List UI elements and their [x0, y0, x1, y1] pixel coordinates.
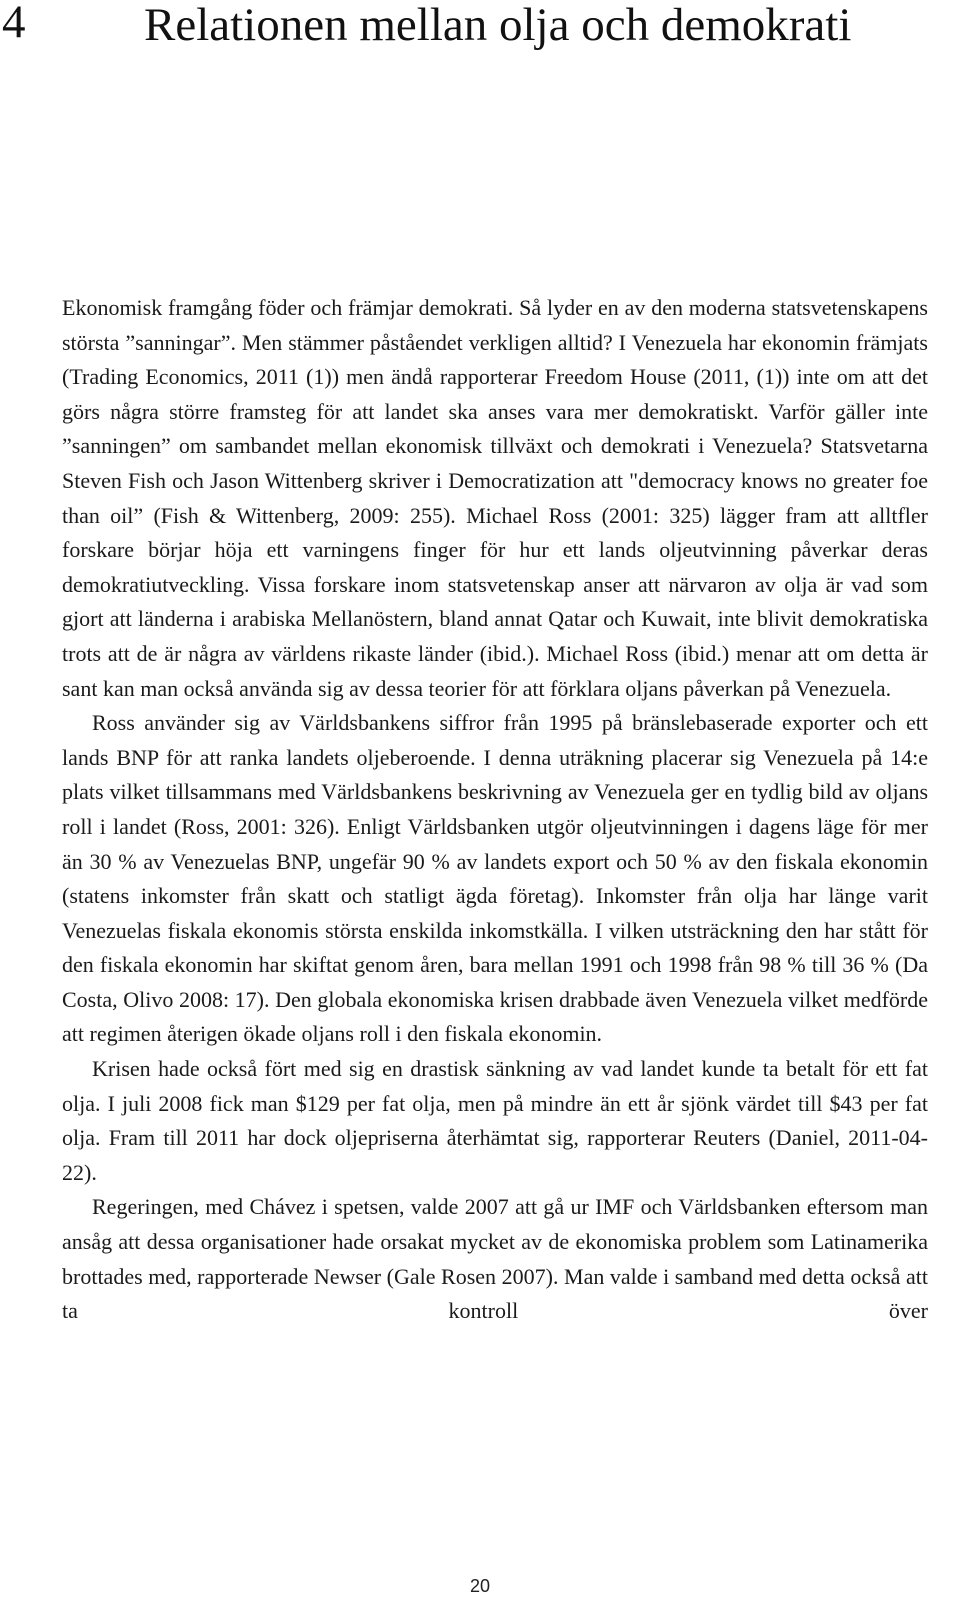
chapter-number: 4	[2, 0, 26, 48]
paragraph-4: Regeringen, med Chávez i spetsen, valde 2007 att gå ur IMF och Världsbanken eftersom man ansåg att dessa organisationer hade orsakat mycket av de ekonomiska problem som Latinamerika brottades med, rapporterade Newser (Gale Rosen 2007). Man valde i samband med detta också att ta kontroll över	[62, 1194, 928, 1324]
body-text	[62, 291, 928, 1329]
paragraph-1: Ekonomisk framgång föder och främjar demokrati. Så lyder en av den moderna statsvetenskapens största ”sanningar”. Men stämmer påståendet verkligen alltid? I Venezuela har ekonomin främjats (Trading Economics, 2011 (1)) men ändå rapporterar Freedom House (2011, (1)) inte om att det görs några större framsteg för att landet ska anses vara mer demokratiskt. Varför gäller inte ”sanningen” om sambandet mellan ekonomisk tillväxt och demokrati i Venezuela? Statsvetarna Steven Fish och Jason Wittenberg skriver i Democratization att "democracy knows no greater foe than oil” (Fish & Wittenberg, 2009: 255). Michael Ross (2001: 325) lägger fram att alltfler forskare börjar höja ett varningens finger för hur ett lands oljeutvinning påverkar deras demokratiutveckling. Vissa forskare inom statsvetenskap anser att närvaron av olja är vad som gjort att länderna i arabiska Mellanöstern, bland annat Qatar och Kuwait, inte blivit demokratiska trots att de är några av världens rikaste länder (ibid.). Michael Ross (ibid.) menar att om detta är sant kan man också använda sig av dessa teorier för att förklara oljans påverkan på Venezuela.	[62, 295, 928, 701]
chapter-heading	[0, 0, 960, 130]
page-number: 20	[469, 1576, 491, 1596]
paragraph-3: Krisen hade också fört med sig en drastisk sänkning av vad landet kunde ta betalt för ett fat olja. I juli 2008 fick man $129 per fat olja, men på mindre än ett år sjönk värdet till $43 per fat olja. Fram till 2011 har dock oljepriserna återhämtat sig, rapporterar Reuters (Daniel, 2011-04-22).	[62, 1056, 928, 1185]
chapter-title: Relationen mellan olja och demokrati	[144, 0, 852, 51]
paragraph-2: Ross använder sig av Världsbankens siffror från 1995 på bränslebaserade exporter och ett lands BNP för att ranka landets oljeberoende. I denna uträkning placerar sig Venezuela på 14:e plats vilket tillsammans med Världsbankens beskrivning av Venezuela ger en tydlig bild av oljans roll i landet (Ross, 2001: 326). Enligt Världsbanken utgör oljeutvinningen i dagens läge för mer än 30 % av Venezuelas BNP, ungefär 90 % av landets export och 50 % av den fiskala ekonomin (statens inkomster från skatt och statligt ägda företag). Inkomster från olja har länge varit Venezuelas fiskala ekonomis största enskilda inkomstkälla. I vilken utsträckning den har stått för den fiskala ekonomin har skiftat genom åren, bara mellan 1991 och 1998 från 98 % till 36 % (Da Costa, Olivo 2008: 17). Den globala ekonomiska krisen drabbade även Venezuela vilket medförde att regimen återigen ökade oljans roll i den fiskala ekonomin.	[62, 710, 928, 1047]
